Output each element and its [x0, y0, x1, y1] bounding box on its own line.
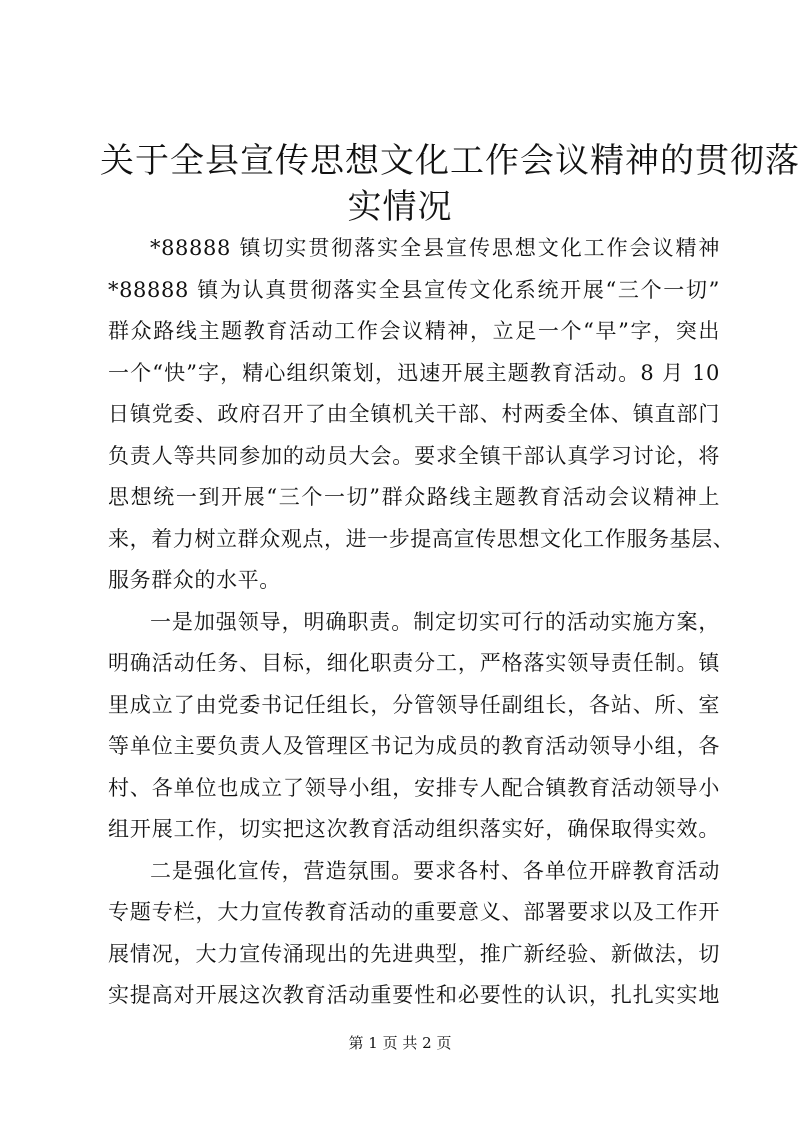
- text-line: 日镇党委、政府召开了由全镇机关干部、村两委全体、镇直部门: [108, 402, 720, 426]
- text-line: 负责人等共同参加的动员大会。要求全镇干部认真学习讨论，将: [108, 443, 720, 468]
- paragraph: [108, 602, 720, 851]
- document-title: [100, 138, 800, 230]
- paragraph: [108, 270, 735, 602]
- paragraph: [108, 851, 720, 1017]
- text-line: 来，着力树立群众观点，进一步提高宣传思想文化工作服务基层、: [108, 526, 735, 551]
- text-line: 等单位主要负责人及管理区书记为成员的教育活动领导小组，各: [108, 734, 720, 758]
- paragraph: [108, 228, 720, 270]
- text-line: 组开展工作，切实把这次教育活动组织落实好，确保取得实效。: [108, 817, 720, 841]
- page-number-footer: 第 1 页 共 2 页: [348, 1034, 452, 1052]
- text-line: 群众路线主题教育活动工作会议精神，立足一个“早”字，突出: [108, 319, 720, 343]
- text-line: 一个“快”字，精心组织策划，迅速开展主题教育活动。8 月 10: [108, 360, 720, 385]
- text-line: 思想统一到开展“三个一切”群众路线主题教育活动会议精神上: [108, 485, 720, 509]
- text-line: 专题专栏，大力宣传教育活动的重要意义、部署要求以及工作开: [108, 900, 720, 924]
- text-line: 村、各单位也成立了领导小组，安排专人配合镇教育活动领导小: [108, 775, 720, 800]
- text-line: 二是强化宣传，营造氛围。要求各村、各单位开辟教育活动: [150, 858, 720, 883]
- text-line: 实提高对开展这次教育活动重要性和必要性的认识，扎扎实实地: [108, 983, 720, 1007]
- title-line: 关于全县宣传思想文化工作会议精神的贯彻落: [100, 141, 800, 181]
- text-line: 服务群众的水平。: [108, 568, 281, 592]
- title-line: 实情况: [347, 187, 453, 227]
- text-line: *88888 镇切实贯彻落实全县宣传思想文化工作会议精神: [150, 236, 720, 260]
- text-line: 里成立了由党委书记任组长，分管领导任副组长，各站、所、室: [108, 692, 720, 717]
- text-line: 明确活动任务、目标，细化职责分工，严格落实领导责任制。镇: [108, 651, 720, 675]
- document-body: [108, 228, 735, 1017]
- text-line: *88888 镇为认真贯彻落实全县宣传文化系统开展“三个一切”: [108, 277, 720, 302]
- text-line: 一是加强领导，明确职责。制定切实可行的活动实施方案，: [150, 609, 720, 634]
- text-line: 展情况，大力宣传涌现出的先进典型，推广新经验、新做法，切: [108, 941, 720, 966]
